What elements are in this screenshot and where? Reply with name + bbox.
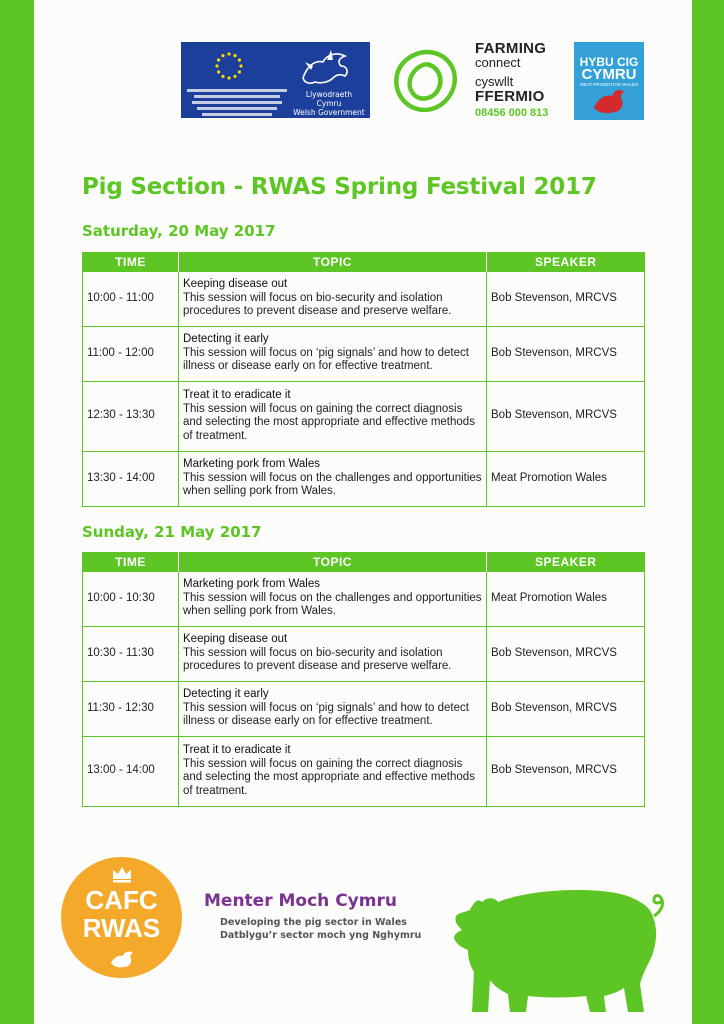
session-time: 10:30 - 11:30: [83, 627, 179, 682]
header-time: TIME: [83, 552, 179, 572]
hcc-line2: CYMRU: [581, 66, 637, 83]
eu-star: [215, 64, 218, 67]
welsh-dragon-icon: [297, 48, 353, 88]
farming-connect-logo: [475, 41, 548, 120]
session-speaker: Bob Stevenson, MRCVS: [487, 272, 645, 327]
session-topic: [179, 572, 487, 627]
session-topic: [179, 382, 487, 452]
session-time: 11:00 - 12:00: [83, 327, 179, 382]
session-topic: [179, 327, 487, 382]
farming-connect-swirl-icon: [388, 44, 464, 120]
topic-title: Marketing pork from Wales: [183, 578, 320, 591]
table-row: [83, 452, 645, 507]
eu-fund-text: [187, 86, 287, 119]
topic-description: This session will focus on gaining the correct diagnosis and selecting the most appropriate and effective methods of treatment.: [183, 402, 475, 442]
topic-description: This session will focus on the challenges and opportunities when selling pork from Wales.: [183, 471, 482, 498]
topic-title: Detecting it early: [183, 688, 269, 701]
crown-icon: [111, 865, 133, 883]
sunday-schedule-table: [82, 552, 645, 807]
table-row: [83, 572, 645, 627]
topic-title: Keeping disease out: [183, 633, 288, 646]
cafc-text: CAFC: [85, 885, 158, 915]
topic-title: Marketing pork from Wales: [183, 458, 320, 471]
session-time: 12:30 - 13:30: [83, 382, 179, 452]
topic-title: Treat it to eradicate it: [183, 744, 291, 756]
session-topic: [179, 682, 487, 737]
session-topic: [179, 272, 487, 327]
topic-description: This session will focus on the challenges and opportunities when selling pork from Wales.: [183, 591, 482, 618]
topic-description: This session will focus on ‘pig signals’ and how to detect illness or disease early on for effective treatment.: [183, 701, 469, 728]
eu-welsh-government-logo: [181, 42, 370, 118]
table-row: [83, 682, 645, 737]
eu-star: [227, 76, 230, 79]
menter-moch-cymru-title: Menter Moch Cymru: [204, 891, 397, 911]
topic-title: Keeping disease out: [183, 278, 288, 291]
table-header-row: [83, 252, 645, 272]
eu-star: [227, 52, 230, 55]
table-row: [83, 737, 645, 807]
tagline-english: Developing the pig sector in Wales: [220, 917, 407, 928]
table-row: [83, 272, 645, 327]
header-time: TIME: [83, 252, 179, 272]
red-dragon-icon: [592, 86, 626, 116]
hybu-cig-cymru-logo: [574, 42, 644, 120]
saturday-heading: Saturday, 20 May 2017: [82, 222, 276, 240]
session-speaker: Bob Stevenson, MRCVS: [487, 382, 645, 452]
eu-star: [221, 75, 224, 78]
eu-star: [217, 58, 220, 61]
tagline-welsh: Datblygu’r sector moch yng Nghymru: [220, 930, 422, 941]
dragon-icon: [109, 949, 135, 969]
fc-connect-text: connect: [475, 55, 521, 70]
session-speaker: Meat Promotion Wales: [487, 452, 645, 507]
topic-title: Treat it to eradicate it: [183, 389, 291, 401]
session-topic: [179, 737, 487, 807]
table-header-row: [83, 552, 645, 572]
rwas-text: RWAS: [82, 913, 161, 943]
welsh-government-text: Llywodraeth Cymru Welsh Government: [293, 90, 365, 117]
session-topic: [179, 452, 487, 507]
fc-ffermio-text: FFERMIO: [475, 88, 545, 105]
fc-farming-text: FARMING: [475, 40, 547, 57]
session-topic: [179, 627, 487, 682]
page-title: Pig Section - RWAS Spring Festival 2017: [82, 174, 597, 200]
eu-star: [238, 70, 241, 73]
menter-moch-cymru-taglines: [220, 916, 421, 942]
table-row: [83, 327, 645, 382]
header-topic: TOPIC: [179, 252, 487, 272]
fc-phone-number: 08456 000 813: [475, 107, 549, 119]
session-speaker: Bob Stevenson, MRCVS: [487, 627, 645, 682]
session-speaker: Bob Stevenson, MRCVS: [487, 682, 645, 737]
saturday-schedule-table: [82, 252, 645, 507]
fc-cyswllt-text: cyswllt: [475, 74, 514, 89]
eu-flag-icon: [203, 48, 255, 84]
hcc-line1: HYBU CIG: [579, 55, 639, 69]
header-speaker: SPEAKER: [487, 552, 645, 572]
session-time: 11:30 - 12:30: [83, 682, 179, 737]
topic-description: This session will focus on ‘pig signals’ and how to detect illness or disease early on for effective treatment.: [183, 346, 469, 373]
table-row: [83, 382, 645, 452]
sunday-heading: Sunday, 21 May 2017: [82, 523, 262, 541]
session-speaker: Bob Stevenson, MRCVS: [487, 327, 645, 382]
eu-star: [217, 70, 220, 73]
table-row: [83, 627, 645, 682]
topic-description: This session will focus on gaining the correct diagnosis and selecting the most appropriate and effective methods of treatment.: [183, 757, 475, 797]
header-topic: TOPIC: [179, 552, 487, 572]
eu-star: [239, 64, 242, 67]
hcc-line3: MEAT PROMOTION WALES: [580, 82, 638, 87]
pig-silhouette-icon: [448, 872, 674, 1014]
eu-star: [233, 75, 236, 78]
header-speaker: SPEAKER: [487, 252, 645, 272]
session-time: 13:30 - 14:00: [83, 452, 179, 507]
eu-star: [233, 54, 236, 57]
topic-description: This session will focus on bio-security and isolation procedures to prevent disease and preserve welfare.: [183, 291, 452, 318]
session-time: 10:00 - 11:00: [83, 272, 179, 327]
eu-star: [221, 54, 224, 57]
session-time: 10:00 - 10:30: [83, 572, 179, 627]
session-speaker: Meat Promotion Wales: [487, 572, 645, 627]
cafc-rwas-logo: [61, 857, 182, 978]
topic-description: This session will focus on bio-security and isolation procedures to prevent disease and preserve welfare.: [183, 646, 452, 673]
eu-star: [238, 58, 241, 61]
topic-title: Detecting it early: [183, 333, 269, 346]
session-speaker: Bob Stevenson, MRCVS: [487, 737, 645, 807]
session-time: 13:00 - 14:00: [83, 737, 179, 807]
